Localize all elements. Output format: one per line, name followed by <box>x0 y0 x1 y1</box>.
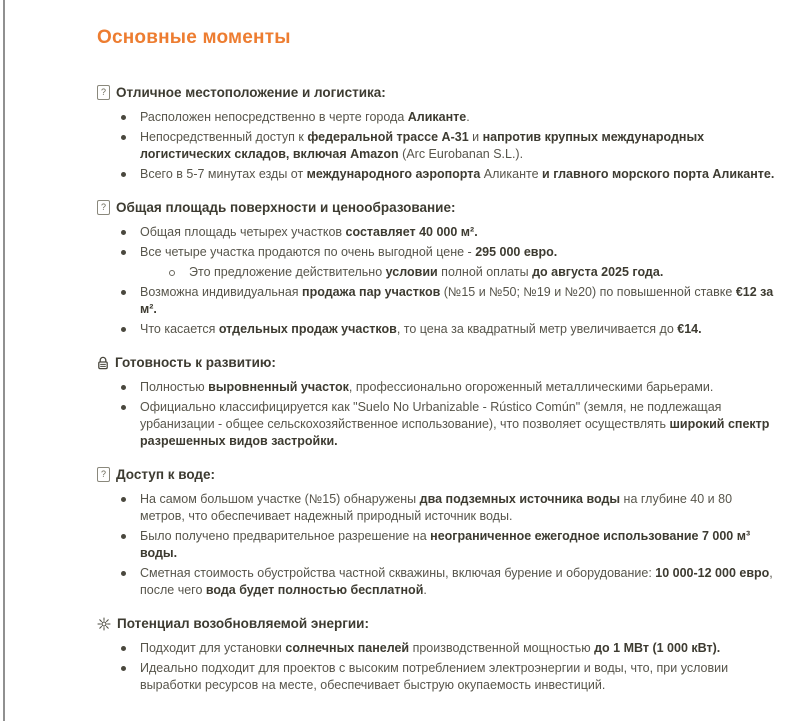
bullet-text <box>140 244 557 261</box>
bullet-marker <box>121 230 126 235</box>
bullet-item <box>97 640 780 657</box>
text-run: . <box>423 583 427 597</box>
bullet-marker <box>121 571 126 576</box>
section <box>97 616 800 694</box>
bold-text-run: до 1 МВт (1 000 кВт). <box>594 641 721 655</box>
bullet-text <box>140 379 713 396</box>
text-run: Что касается <box>140 322 219 336</box>
text-run: Расположен непосредственно в черте города <box>140 110 408 124</box>
bullet-item <box>97 660 780 694</box>
text-run: Было получено предварительное разрешение на <box>140 529 431 543</box>
text-run: и <box>468 130 483 144</box>
bullet-item <box>97 528 780 562</box>
section-header <box>97 85 800 100</box>
bullet-text <box>140 321 702 338</box>
bold-text-run: напротив крупных международных логистических складов, включая Amazon <box>140 130 705 161</box>
text-run: Подходит для установки <box>140 641 286 655</box>
bullet-item <box>97 244 780 261</box>
bullet-text <box>140 640 720 657</box>
text-run: , профессионально огороженный металлическими барьерами. <box>348 380 714 394</box>
bullet-marker <box>121 250 126 255</box>
section-title: Готовность к развитию: <box>115 355 276 370</box>
text-run: Всего в 5-7 минутах езды от <box>140 167 307 181</box>
section-title: Потенциал возобновляемой энергии: <box>117 616 369 631</box>
text-run: на глубине 40 и 80 метров, что обеспечивает надежный природный источник воды. <box>140 492 733 523</box>
bullet-text <box>140 129 780 163</box>
bold-text-run: Аликанте <box>407 110 467 124</box>
bold-text-run: неограниченное ежегодное использование 7 000 м³ воды. <box>140 529 751 560</box>
missing-glyph-box-icon: ? <box>97 200 110 215</box>
sections-container <box>97 85 800 694</box>
section-header <box>97 467 800 482</box>
bullet-marker <box>121 534 126 539</box>
text-run: . <box>466 110 470 124</box>
bullet-item <box>97 224 780 241</box>
bullet-marker <box>121 497 126 502</box>
bullet-text <box>189 264 663 281</box>
bold-text-run: продажа пар участков <box>302 285 441 299</box>
bullet-text <box>140 660 780 694</box>
section-header <box>97 355 800 370</box>
section-title: Доступ к воде: <box>116 467 215 482</box>
section-header <box>97 200 800 215</box>
bold-text-run: международного аэропорта <box>306 167 481 181</box>
bold-text-run: два подземных источника воды <box>419 492 621 506</box>
page-title: Основные моменты <box>97 27 291 48</box>
padlock-icon <box>97 356 109 370</box>
bold-text-run: €12 за м². <box>140 285 774 316</box>
section-title: Отличное местоположение и логистика: <box>116 85 386 100</box>
text-run: Идеально подходит для проектов с высоким потреблением электроэнергии и воды, что, при условии выработки ресурсов на месте, обеспечивает быструю окупаемость инвестиций. <box>140 661 729 692</box>
section-title: Общая площадь поверхности и ценообразование: <box>116 200 456 215</box>
bullet-marker <box>121 135 126 140</box>
bold-text-run: условии <box>385 265 438 279</box>
bullet-marker <box>121 290 126 295</box>
bullet-marker <box>121 405 126 410</box>
missing-glyph-box-icon: ? <box>97 467 110 482</box>
bold-text-run: широкий спектр разрешенных видов застройки. <box>140 417 770 448</box>
bold-text-run: и главного морского порта Аликанте. <box>542 167 775 181</box>
bullet-item <box>97 565 780 599</box>
bold-text-run: до августа 2025 года. <box>532 265 664 279</box>
bullet-item <box>97 109 780 126</box>
text-run: Полностью <box>140 380 209 394</box>
bold-text-run: федеральной трассе A-31 <box>307 130 469 144</box>
bullet-list <box>97 379 800 450</box>
text-run: Это предложение действительно <box>189 265 386 279</box>
text-run: (№15 и №50; №19 и №20) по повышенной ставке <box>440 285 736 299</box>
text-run: производственной мощностью <box>409 641 595 655</box>
text-run: Все четыре участка продаются по очень выгодной цене - <box>140 245 476 259</box>
text-run: Общая площадь четырех участков <box>140 225 346 239</box>
bullet-item <box>97 379 780 396</box>
bullet-marker <box>121 172 126 177</box>
bullet-item <box>97 166 780 183</box>
text-run: полной оплаты <box>437 265 533 279</box>
bold-text-run: отдельных продаж участков <box>218 322 397 336</box>
bullet-list <box>97 109 800 183</box>
bullet-list <box>97 224 800 338</box>
text-run: , то цена за квадратный метр увеличивается до <box>396 322 678 336</box>
section <box>97 355 800 450</box>
bold-text-run: составляет 40 000 м². <box>345 225 478 239</box>
bullet-marker <box>121 327 126 332</box>
bold-text-run: 10 000-12 000 евро <box>655 566 770 580</box>
bullet-text <box>140 399 780 450</box>
text-run: Официально классифицируется как "Suelo No Urbanizable - Rústico Común" (земля, не подлежащая урбанизации - общее сельскохозяйственное использование), что позволяет осуществлять <box>140 400 722 431</box>
sun-icon <box>97 617 111 631</box>
text-run: Сметная стоимость обустройства частной скважины, включая бурение и оборудование: <box>140 566 656 580</box>
bullet-item <box>97 284 780 318</box>
section <box>97 85 800 183</box>
bullet-text <box>140 224 478 241</box>
sub-bullet-item <box>97 264 780 281</box>
bullet-marker <box>121 115 126 120</box>
text-run: , после чего <box>140 566 773 597</box>
bullet-item <box>97 491 780 525</box>
bullet-text <box>140 565 780 599</box>
bullet-marker <box>121 666 126 671</box>
hollow-circle-marker <box>169 270 175 276</box>
section <box>97 467 800 599</box>
bullet-text <box>140 284 780 318</box>
bold-text-run: 295 000 евро. <box>475 245 558 259</box>
bullet-list <box>97 640 800 694</box>
bold-text-run: вода будет полностью бесплатной <box>205 583 424 597</box>
section-header <box>97 616 800 631</box>
bullet-text <box>140 166 774 183</box>
text-run: (Arc Eurobanan S.L.). <box>398 147 524 161</box>
missing-glyph-box-icon: ? <box>97 85 110 100</box>
bold-text-run: выровненный участок <box>208 380 349 394</box>
page-left-border <box>3 0 5 721</box>
text-run: Непосредственный доступ к <box>140 130 308 144</box>
text-run: Аликанте <box>480 167 543 181</box>
bold-text-run: €14. <box>677 322 702 336</box>
bullet-text <box>140 109 470 126</box>
bullet-marker <box>121 646 126 651</box>
bullet-text <box>140 528 780 562</box>
bullet-item <box>97 399 780 450</box>
bold-text-run: солнечных панелей <box>285 641 410 655</box>
section <box>97 200 800 338</box>
bullet-item <box>97 321 780 338</box>
bullet-marker <box>121 385 126 390</box>
bullet-list <box>97 491 800 599</box>
text-run: Возможна индивидуальная <box>140 285 303 299</box>
bullet-text <box>140 491 780 525</box>
text-run: На самом большом участке (№15) обнаружены <box>140 492 420 506</box>
bullet-item <box>97 129 780 163</box>
